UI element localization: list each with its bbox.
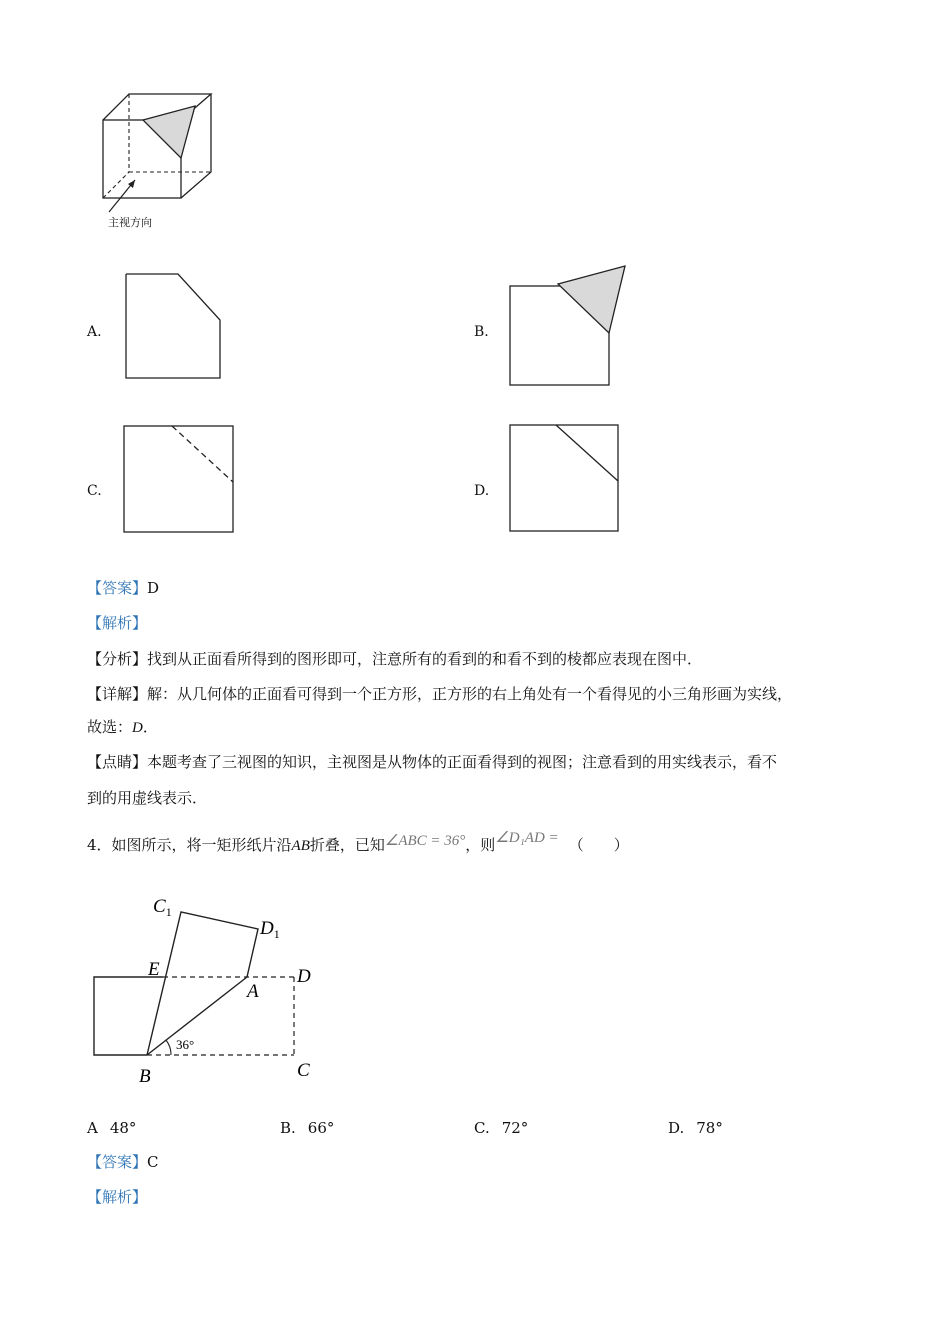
option-c-dashed-line [172,426,233,482]
option-d-solid-line [556,425,618,481]
q3-analysis-tag: 【解析】 [87,614,148,632]
xiangjie-line2-suffix: ． [142,718,158,736]
q4-analysis-tag: 【解析】 [87,1188,148,1206]
q4-option-c-letter: C. [474,1119,490,1137]
q4-option-d-value: 78° [696,1119,723,1137]
option-a-figure [120,268,230,384]
label-c: C [297,1060,310,1081]
q4-answer-value: C [147,1153,159,1171]
q4-stem-then: ，则 [465,836,496,854]
q4-option-b [280,1118,334,1138]
cube-cut-triangle [143,106,195,158]
label-d: D [297,966,311,987]
rect-left-edges [94,977,163,1055]
q4-option-c [474,1118,528,1138]
q4-stem-ab: AB [291,838,310,854]
q4-given-angle: ∠ABC = 36° [384,833,466,849]
q4-stem-mid: 折叠，已知 [309,836,385,854]
option-a-shape [126,274,220,378]
option-c-figure [120,422,238,536]
q4-answer-line [87,1152,159,1172]
xiangjie-line2-var: D [132,720,143,736]
angle-arc [166,1040,171,1055]
q4-answer-tag: 【答案】 [87,1153,148,1171]
label-c1: $C_1$ [153,896,172,919]
label-a: A [247,981,259,1002]
label-e: E [148,959,160,980]
answer-tag: 【答案】 [87,579,148,597]
q3-dianjing-line1 [87,752,777,772]
label-b: B [139,1066,151,1087]
fenxi-text: 找到从正面看所得到的图形即可，注意所有的看到的和看不到的棱都应表现在图中． [147,650,703,668]
xiangjie-line2-prefix: 故选： [87,718,133,736]
q3-answer-line [87,578,159,598]
q4-option-a-letter: A [87,1119,98,1137]
q4-asked-angle: ∠D₁AD = [495,830,559,846]
q4-option-b-letter: B. [280,1119,296,1137]
q4-answer-paren: （ ） [568,836,629,854]
q4-option-d-letter: D. [668,1119,685,1137]
option-b-figure [506,262,632,390]
fenxi-tag: 【分析】 [87,650,148,668]
q3-xiangjie-line1 [87,684,792,704]
cube-hidden-edge [103,172,129,198]
xiangjie-tag: 【详解】 [87,685,148,703]
q4-option-a [87,1118,136,1138]
option-d-figure [506,421,622,535]
answer-value: D [147,579,160,597]
cube-caption: 主视方向 [108,216,152,229]
label-d1: $D_1$ [260,918,280,941]
option-b-triangle [558,266,625,333]
q4-stem [87,830,629,856]
fold-figure [85,888,325,1088]
option-c-square [124,426,233,532]
dianjing-text: 本题考查了三视图的知识，主视图是从物体的正面看得到的视图；注意看到的用实线表示，看不 [147,753,778,771]
label-angle: 36° [176,1037,195,1052]
q4-stem-prefix: 4．如图所示，将一矩形纸片沿 [87,836,292,854]
q4-option-b-value: 66° [307,1119,335,1137]
q4-option-c-value: 72° [501,1119,529,1137]
dianjing-tag: 【点睛】 [87,753,148,771]
option-b-letter: B. [474,324,489,340]
option-d-square [510,425,618,531]
option-a-letter: A. [87,324,102,340]
xiangjie-text: 解：从几何体的正面看可得到一个正方形，正方形的右上角处有一个看得见的小三角形画为实线， [147,685,793,703]
folded-flap [147,912,258,1055]
q4-option-a-value: 48° [109,1119,137,1137]
q3-fenxi-line [87,649,702,669]
q3-xiangjie-line2 [87,717,158,738]
q3-dianjing-line2: 到的用虚线表示． [87,789,208,807]
option-c-letter: C. [87,483,102,499]
q4-option-d [668,1118,723,1138]
option-d-letter: D. [474,483,490,499]
